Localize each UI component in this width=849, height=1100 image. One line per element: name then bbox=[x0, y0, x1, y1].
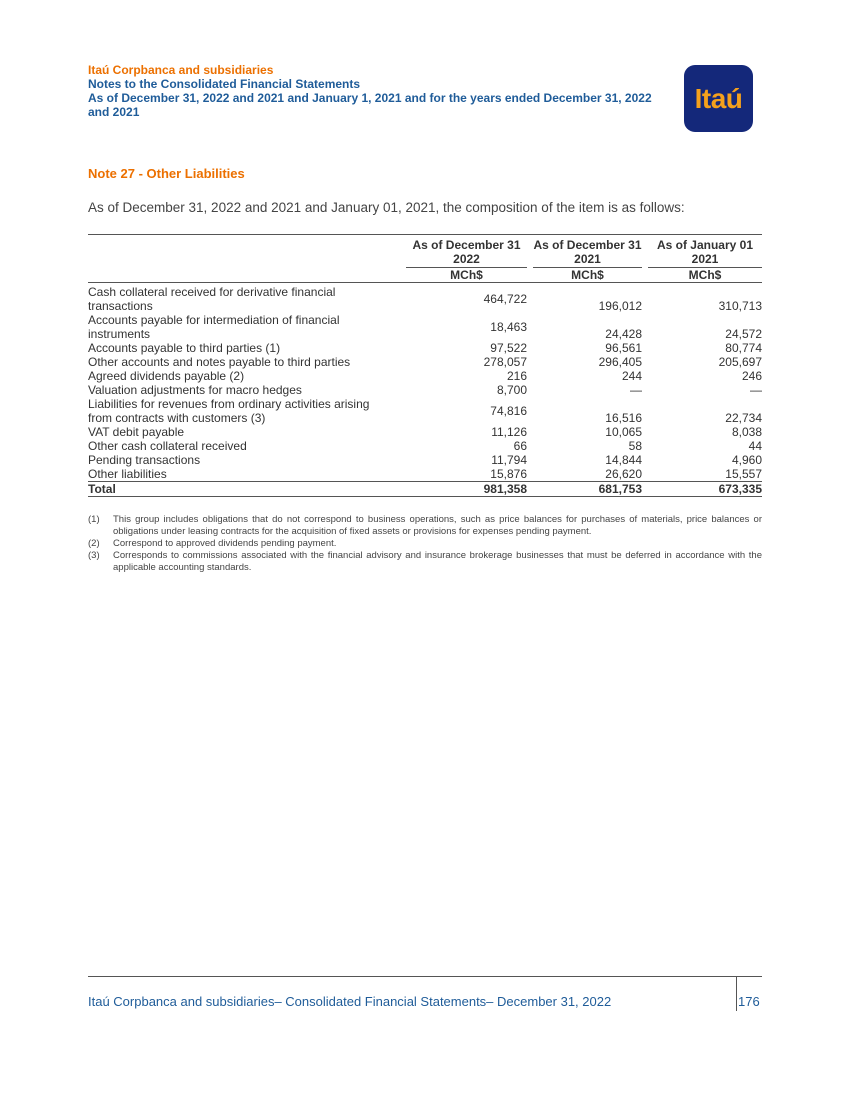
row-value: 244 bbox=[621, 369, 642, 383]
table-row bbox=[88, 283, 762, 314]
row-value: 66 bbox=[513, 439, 527, 453]
row-label: Other cash collateral received bbox=[88, 439, 247, 453]
row-value: 216 bbox=[506, 369, 527, 383]
row-label: Liabilities for revenues from ordinary activities arising from contracts with customers (3) bbox=[88, 397, 370, 425]
table-row bbox=[88, 453, 762, 467]
row-label: Valuation adjustments for macro hedges bbox=[88, 383, 302, 397]
row-label: Other liabilities bbox=[88, 467, 400, 482]
row-value: — bbox=[630, 383, 642, 397]
footer-divider bbox=[88, 976, 762, 977]
row-value: — bbox=[750, 383, 762, 397]
column-header-jan-2021: As of January 01 2021 MCh$ bbox=[642, 235, 762, 283]
row-value: 22,734 bbox=[725, 411, 762, 425]
row-label: Agreed dividends payable (2) bbox=[88, 369, 245, 383]
row-value: 4,960 bbox=[731, 453, 762, 467]
row-value: 10,065 bbox=[605, 425, 642, 439]
footnote-1: (1) This group includes obligations that do not correspond to business operations, such as price balances for purchases of materials, price balances or obligations under leasing contracts for the acquisition of fixed assets or provisions for expenses pending payment. bbox=[88, 514, 762, 537]
footer-text: Itaú Corpbanca and subsidiaries– Consolidated Financial Statements– December 31, 2022 bbox=[88, 994, 612, 1009]
row-value: 15,557 bbox=[642, 467, 762, 482]
row-label: VAT debit payable bbox=[88, 425, 185, 439]
row-label: Accounts payable for intermediation of financial instruments bbox=[88, 313, 340, 341]
row-value: 16,516 bbox=[605, 411, 642, 425]
row-value: 8,038 bbox=[731, 425, 762, 439]
table-total-row bbox=[88, 482, 762, 497]
row-value: 464,722 bbox=[483, 292, 527, 306]
footnote-2: (2) Correspond to approved dividends pending payment. bbox=[88, 538, 337, 549]
table-row bbox=[88, 383, 762, 397]
row-label: Other accounts and notes payable to third parties bbox=[88, 355, 351, 369]
header-blank bbox=[88, 235, 400, 283]
footer-vertical-divider bbox=[736, 976, 737, 1011]
period-line-1: As of December 31, 2022 and 2021 and January 1, 2021 and for the years ended December 31, 2022 bbox=[88, 91, 652, 105]
row-value: 80,774 bbox=[725, 341, 762, 355]
table-row bbox=[88, 467, 762, 482]
logo-text: Itaú bbox=[694, 82, 743, 114]
row-value: 97,522 bbox=[490, 341, 527, 355]
page-number: 176 bbox=[738, 994, 760, 1009]
table-row bbox=[88, 439, 762, 453]
total-value: 981,358 bbox=[400, 482, 527, 497]
footnote-3: (3) Corresponds to commissions associated with the financial advisory and insurance brokerage businesses that must be deferred in accordance with the applicable accounting standards. bbox=[88, 550, 762, 573]
note-title: Note 27 - Other Liabilities bbox=[88, 166, 245, 181]
document-subtitle: Notes to the Consolidated Financial Statements bbox=[88, 77, 361, 91]
row-value: 58 bbox=[628, 439, 642, 453]
company-name: Itaú Corpbanca and subsidiaries bbox=[88, 63, 274, 77]
row-value: 74,816 bbox=[490, 404, 527, 418]
total-label: Total bbox=[88, 482, 400, 497]
column-header-dec-2022: As of December 31 2022 MCh$ bbox=[400, 235, 527, 283]
itau-logo bbox=[684, 65, 753, 132]
total-value: 681,753 bbox=[527, 482, 642, 497]
row-value: 44 bbox=[748, 439, 762, 453]
row-value: 196,012 bbox=[598, 299, 642, 313]
row-label: Pending transactions bbox=[88, 453, 201, 467]
row-value: 296,405 bbox=[598, 355, 642, 369]
period-line-2: and 2021 bbox=[88, 105, 140, 119]
row-value: 246 bbox=[741, 369, 762, 383]
row-value: 14,844 bbox=[605, 453, 642, 467]
table-row bbox=[88, 341, 762, 355]
row-value: 15,876 bbox=[400, 467, 527, 482]
row-value: 310,713 bbox=[718, 299, 762, 313]
page-header bbox=[88, 63, 688, 119]
row-value: 205,697 bbox=[718, 355, 762, 369]
row-value: 26,620 bbox=[527, 467, 642, 482]
column-header-dec-2021: As of December 31 2021 MCh$ bbox=[533, 238, 642, 282]
row-value: 18,463 bbox=[490, 320, 527, 334]
note-intro: As of December 31, 2022 and 2021 and January 01, 2021, the composition of the item is as follows: bbox=[88, 200, 685, 215]
row-value: 11,794 bbox=[491, 453, 527, 467]
table-row bbox=[88, 369, 762, 383]
row-label: Accounts payable to third parties (1) bbox=[88, 341, 281, 355]
other-liabilities-table bbox=[88, 234, 762, 497]
row-value: 24,572 bbox=[725, 327, 762, 341]
row-value: 96,561 bbox=[605, 341, 642, 355]
table-row bbox=[88, 397, 762, 425]
row-value: 11,126 bbox=[491, 425, 527, 439]
table-row bbox=[88, 355, 762, 369]
total-value: 673,335 bbox=[642, 482, 762, 497]
row-value: 24,428 bbox=[605, 327, 642, 341]
footnotes bbox=[88, 514, 762, 574]
row-value: 8,700 bbox=[496, 383, 527, 397]
table-row bbox=[88, 313, 762, 341]
row-label: Cash collateral received for derivative financial transactions bbox=[88, 285, 336, 313]
table-row bbox=[88, 425, 762, 439]
row-value: 278,057 bbox=[483, 355, 527, 369]
table-header-row bbox=[88, 235, 762, 283]
